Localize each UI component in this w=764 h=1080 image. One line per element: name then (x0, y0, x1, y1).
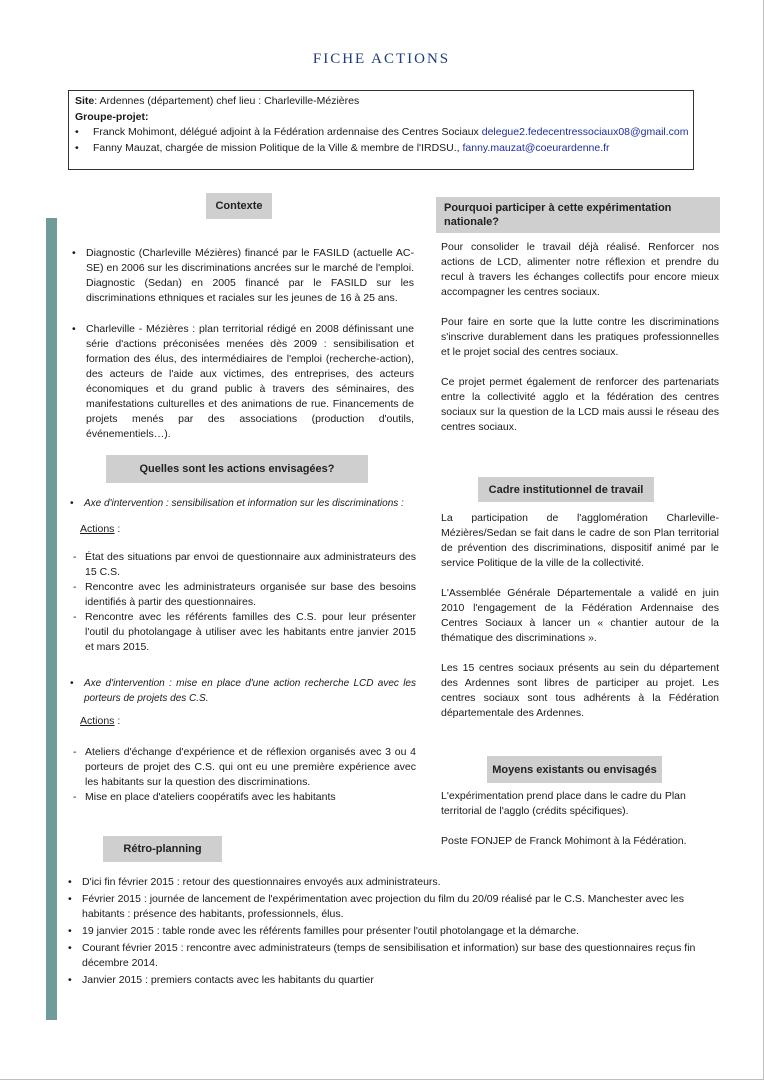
site-value: : Ardennes (département) chef lieu : Charleville-Mézières (94, 95, 360, 107)
bullet-icon: • (75, 126, 79, 138)
moyens-text (441, 789, 719, 849)
retro-header: Rétro-planning (103, 836, 222, 862)
member-2-text: Fanny Mauzat, chargée de mission Politique de la Ville & membre de l'IRDSU., (93, 141, 460, 154)
bullet-icon: • (75, 141, 79, 154)
actions-header: Quelles sont les actions envisagées? (106, 455, 368, 483)
actions-label: Actions (80, 715, 115, 727)
actions-label-2 (80, 714, 416, 729)
member-1-email[interactable]: delegue2.fedecentressociaux08@gmail.com (481, 126, 689, 138)
cadre-para: L'Assemblée Générale Départementale a validé en juin 2010 l'engagement de la Fédération Ardennaise des Centres Sociaux à lancer un « chantier autour de la thématique des discriminations ». (441, 587, 719, 644)
cadre-para: Les 15 centres sociaux présents au sein du département des Ardennes sont libres de participer au projet. Les centres sociaux sont tous adhérents à la Fédération départementale des Ardennes. (441, 662, 719, 719)
actions-colon: : (114, 715, 121, 727)
retro-list (64, 875, 696, 988)
moyens-para: Poste FONJEP de Franck Mohimont à la Fédération. (441, 835, 687, 847)
member-2 (75, 141, 687, 157)
actions-label-1 (80, 522, 416, 537)
pourquoi-text (441, 240, 719, 435)
axe-1-item: - Rencontre avec les référents familles des C.S. pour leur présenter l'outil du photolangage à utiliser avec les habitants entre janvier 2015 et mars 2015. (66, 610, 416, 655)
contexte-item: • Diagnostic (Charleville Mézières) financé par le FASILD (actuelle AC-SE) en 2006 sur les discriminations ancrées sur le marché de l'emploi. Diagnostic (Sedan) en 2005 financé par le FASILD sur les discriminations ethniques et raciales sur les jeunes de 16 à 25 ans. (68, 246, 414, 306)
groupe-label: Groupe-projet (75, 110, 145, 123)
left-accent-bar (46, 218, 57, 1020)
retro-item: • Courant février 2015 : rencontre avec administrateurs (temps de sensibilisation et information) sur base des questionnaires reçus fin décembre 2014. (64, 941, 696, 971)
site-label: Site (75, 95, 95, 107)
actions-label: Actions (80, 523, 115, 535)
page-title: FICHE ACTIONS (312, 51, 451, 67)
retro-item: • Janvier 2015 : premiers contacts avec les habitants du quartier (64, 973, 696, 988)
info-box (68, 90, 694, 170)
contexte-item: • Charleville - Mézières : plan territorial rédigé en 2008 définissant une série d'actions préconisées menées dès 2009 : sensibilisation et formation des élus, des intermédiaires de l'emploi (recherche-action), des acteurs de l'aide aux victimes, des entreprises, des acteurs économiques et du grand public à travers des séminaires, des manifestations culturelles et des animations de rue. Financements de projets menés par des associations (production d'outils, événementiels…). (68, 322, 414, 442)
retro-item: • D'ici fin février 2015 : retour des questionnaires envoyés aux administrateurs. (64, 875, 696, 890)
pourquoi-header: Pourquoi participer à cette expérimentation nationale? (436, 197, 720, 233)
axe-2-title: • Axe d'intervention : mise en place d'une action recherche LCD avec les porteurs de projets des C.S. (66, 676, 416, 706)
groupe-line (75, 110, 687, 126)
axe-1-item: - Rencontre avec les administrateurs organisée sur base des besoins identifiés à partir des questionnaires. (66, 580, 416, 610)
axe-2-item: - Ateliers d'échange d'expérience et de réflexion organisés avec 3 ou 4 porteurs de projet des C.S. qui ont eu une première expérience avec les habitants sur la question des discriminations. (66, 745, 416, 790)
contexte-header: Contexte (206, 193, 272, 219)
axe-1-title: • Axe d'intervention : sensibilisation et information sur les discriminations : (66, 496, 416, 511)
site-line (75, 94, 687, 110)
member-1 (75, 125, 687, 141)
contexte-list (68, 246, 414, 442)
pourquoi-para: Pour consolider le travail déjà réalisé. Renforcer nos actions de LCD, alimenter notre réflexion et prendre du recul à travers les échanges collectifs pour encore mieux accompagner les centres sociaux. (441, 241, 719, 298)
cadre-text (441, 511, 719, 721)
member-2-email[interactable]: fanny.mauzat@coeurardenne.fr (462, 141, 610, 154)
axe-2-item: - Mise en place d'ateliers coopératifs avec les habitants (66, 790, 416, 805)
axe-1-block (66, 496, 416, 655)
retro-item: • Février 2015 : journée de lancement de l'expérimentation avec projection du film du 20/09 réalisé par le C.S. Manchester avec les habitants : présence des habitants, professionnels, élus. (64, 892, 696, 922)
moyens-header: Moyens existants ou envisagés (487, 756, 662, 783)
pourquoi-para: Pour faire en sorte que la lutte contre les discriminations s'inscrive durablement dans les pratiques professionnelles et le projet social des centres sociaux. (441, 316, 719, 358)
cadre-para: La participation de l'agglomération Charleville-Mézières/Sedan se fait dans le cadre de son Plan territorial de prévention des discriminations, dispositif animé par le service Politique de la ville de la collectivité. (441, 512, 719, 569)
cadre-header: Cadre institutionnel de travail (478, 477, 654, 502)
axe-2-block (66, 676, 416, 805)
pourquoi-para: Ce projet permet également de renforcer des partenariats entre la collectivité agglo et la fédération des centres sociaux sur la question de la LCD mais aussi le réseau des centres sociaux. (441, 376, 719, 433)
member-1-text: Franck Mohimont, délégué adjoint à la Fédération ardennaise des Centres Sociaux (93, 126, 479, 138)
actions-colon: : (114, 523, 121, 535)
axe-1-item: - État des situations par envoi de questionnaire aux administrateurs des 15 C.S. (66, 550, 416, 580)
moyens-para: L'expérimentation prend place dans le cadre du Plan territorial de l'agglo (crédits spécifiques). (441, 790, 686, 817)
retro-item: • 19 janvier 2015 : table ronde avec les référents familles pour présenter l'outil photolangage et la démarche. (64, 924, 696, 939)
groupe-colon: : (145, 110, 149, 123)
